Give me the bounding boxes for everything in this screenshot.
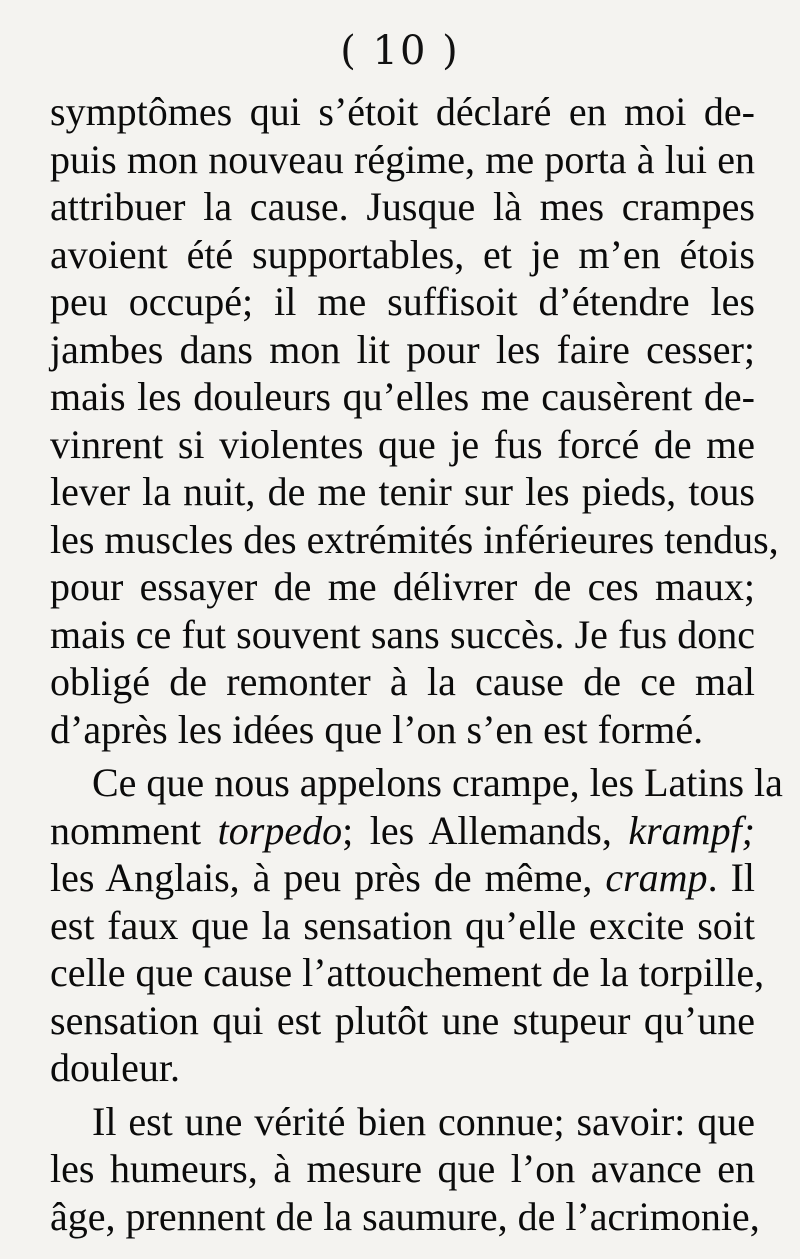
text-line: lever la nuit, de me tenir sur les pieds, tous — [50, 469, 755, 514]
text-segment: nomment — [50, 807, 218, 853]
text-line: obligé de remonter à la cause de ce mal — [50, 659, 755, 704]
text-line-with-italics — [50, 807, 755, 855]
italic-word: krampf; — [628, 807, 755, 853]
text-line: jambes dans mon lit pour les faire cesser; — [50, 326, 755, 372]
text-line: vinrent si violentes que je fus forcé de me — [50, 421, 755, 467]
text-segment: les Anglais, à peu près de même, — [50, 855, 606, 900]
text-line: sensation qui est plutôt une stupeur qu’une — [50, 997, 755, 1043]
text-line: d’après les idées que l’on s’en est formé. — [50, 706, 704, 752]
text-segment: . Il — [707, 855, 756, 900]
italic-word: cramp — [605, 855, 708, 900]
text-line: douleur. — [50, 1045, 180, 1090]
text-line: pour essayer de me délivrer de ces maux; — [50, 564, 755, 609]
text-segment: ; les Allemands, — [342, 807, 629, 853]
text-line: mais ce fut souvent sans succès. Je fus donc — [50, 611, 755, 657]
text-body — [50, 88, 783, 1240]
text-line: mais les douleurs qu’elles me causèrent de- — [50, 374, 755, 419]
paragraph-start-line: Il est une vérité bien connue; savoir: que — [92, 1098, 755, 1144]
text-line: celle que cause l’attouchement de la torpille, — [50, 950, 765, 995]
text-line-with-italics — [50, 854, 755, 902]
text-line: peu occupé; il me suffisoit d’étendre les — [50, 279, 755, 324]
text-line: avoient été supportables, et je m’en étois — [50, 231, 755, 277]
text-line: les muscles des extrémités inférieures tendus, — [50, 516, 779, 562]
text-line: puis mon nouveau régime, me porta à lui en — [50, 136, 755, 182]
text-line: est faux que la sensation qu’elle excite soit — [50, 902, 755, 948]
italic-word: torpedo — [217, 807, 343, 853]
page-number: ( 10 ) — [340, 28, 460, 74]
text-line: symptômes qui s’étoit déclaré en moi de- — [50, 89, 755, 134]
text-line: attribuer la cause. Jusque là mes crampes — [50, 184, 755, 229]
paragraph-start-line: Ce que nous appelons crampe, les Latins la — [92, 760, 783, 805]
text-line: âge, prennent de la saumure, de l’acrimonie, — [50, 1193, 760, 1239]
text-line: les humeurs, à mesure que l’on avance en — [50, 1146, 755, 1191]
